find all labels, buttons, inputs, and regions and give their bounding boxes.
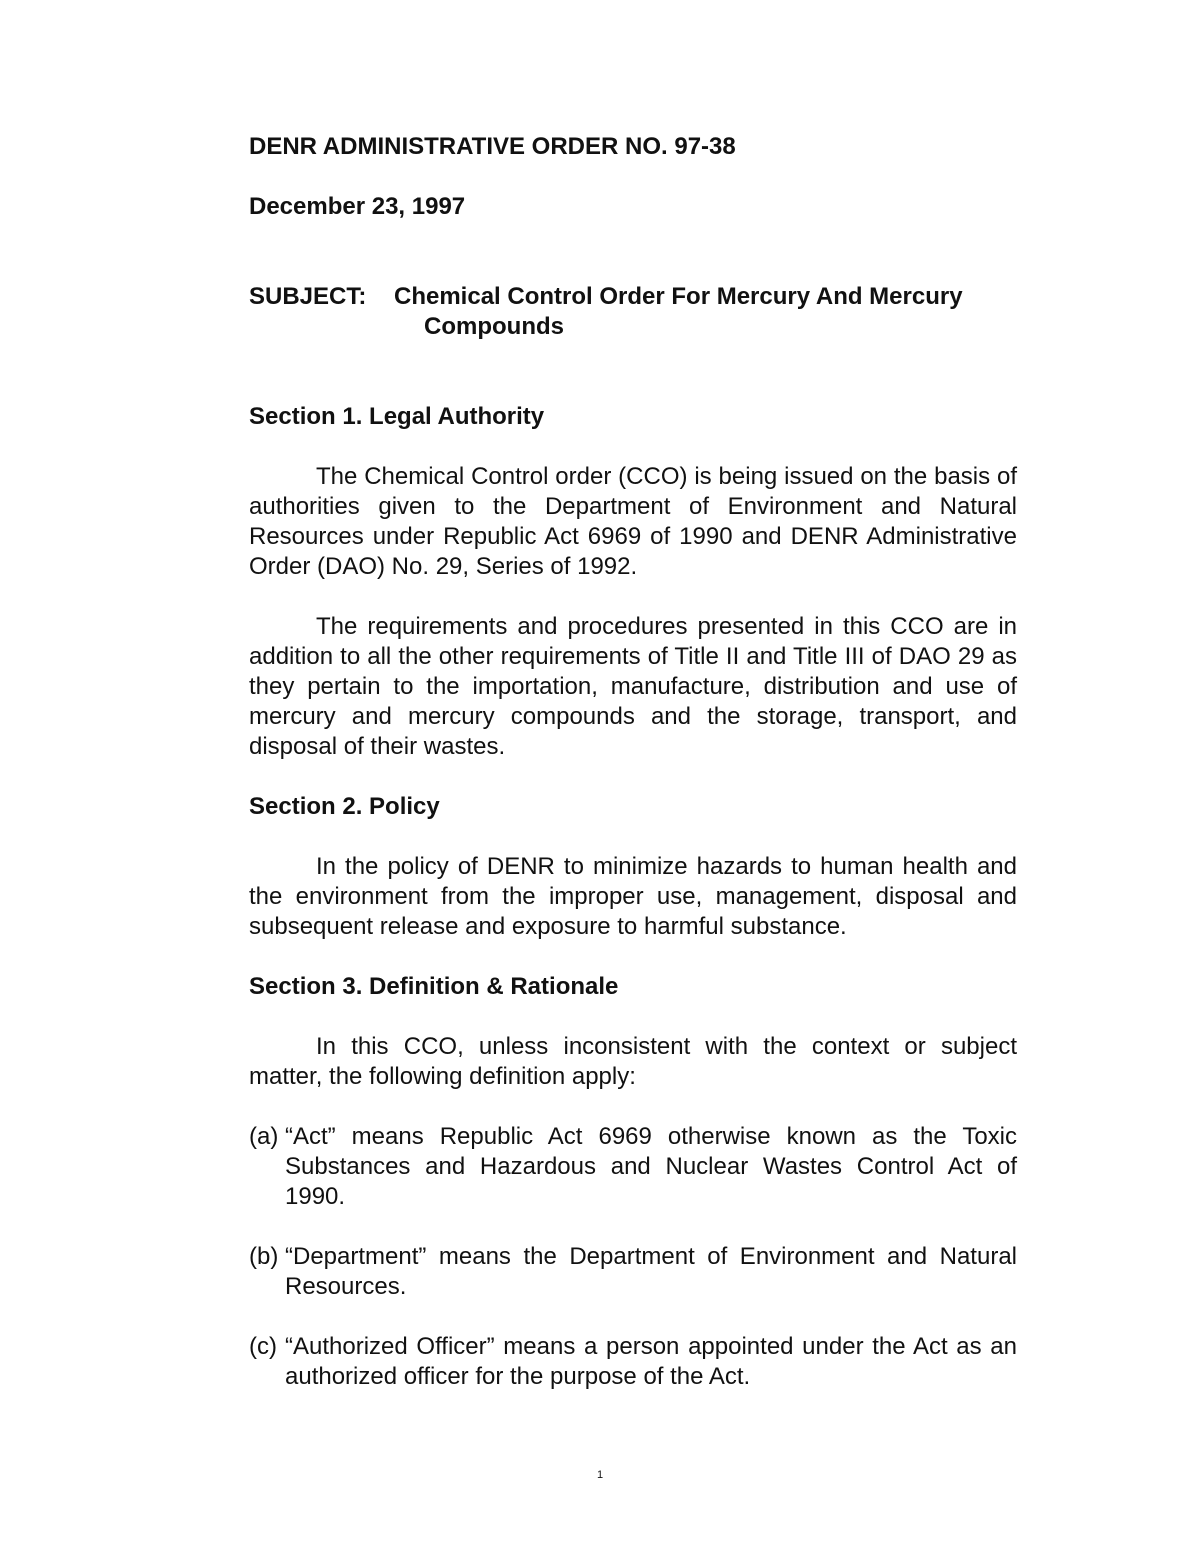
subject-block [249,282,1017,342]
definition-text: “Department” means the Department of Environment and Natural Resources. [285,1243,1017,1300]
definition-item [249,1242,1017,1302]
definition-text: “Act” means Republic Act 6969 otherwise known as the Toxic Substances and Hazardous and Nuclear Wastes Control Act of 1990. [285,1123,1017,1210]
document-body [249,132,1017,1422]
definition-list [249,1122,1017,1392]
subject-line-1: Chemical Control Order For Mercury And Mercury [394,283,963,310]
definition-marker: (b) [249,1243,279,1270]
document-title: DENR ADMINISTRATIVE ORDER NO. 97-38 [249,133,736,160]
definition-marker: (a) [249,1123,279,1150]
subject-line-2: Compounds [424,313,564,340]
page-number: 1 [596,1469,604,1481]
section-1-paragraph-2: The requirements and procedures presented in this CCO are in addition to all the other requirements of Title II and Title III of DAO 29 as they pertain to the importation, manufacture, distribution and use of mercury and mercury compounds and the storage, transport, and disposal of their wastes. [249,613,1017,760]
subject-label: SUBJECT: [249,283,367,310]
section-1-title: Section 1. Legal Authority [249,403,545,430]
subject-text [394,282,1017,342]
section-3-paragraph-1: In this CCO, unless inconsistent with the context or subject matter, the following definition apply: [249,1033,1017,1090]
section-2-paragraph-1: In the policy of DENR to minimize hazards to human health and the environment from the improper use, management, disposal and subsequent release and exposure to harmful substance. [249,853,1017,940]
definition-text: “Authorized Officer” means a person appointed under the Act as an authorized officer for the purpose of the Act. [285,1333,1017,1390]
definition-marker: (c) [249,1333,277,1360]
document-date: December 23, 1997 [249,193,466,220]
definition-item [249,1332,1017,1392]
section-3-title: Section 3. Definition & Rationale [249,973,619,1000]
section-2-title: Section 2. Policy [249,793,440,820]
definition-item [249,1122,1017,1212]
section-1-paragraph-1: The Chemical Control order (CCO) is being issued on the basis of authorities given to the Department of Environment and Natural Resources under Republic Act 6969 of 1990 and DENR Administrative Order (DAO) No. 29, Series of 1992. [249,463,1017,580]
